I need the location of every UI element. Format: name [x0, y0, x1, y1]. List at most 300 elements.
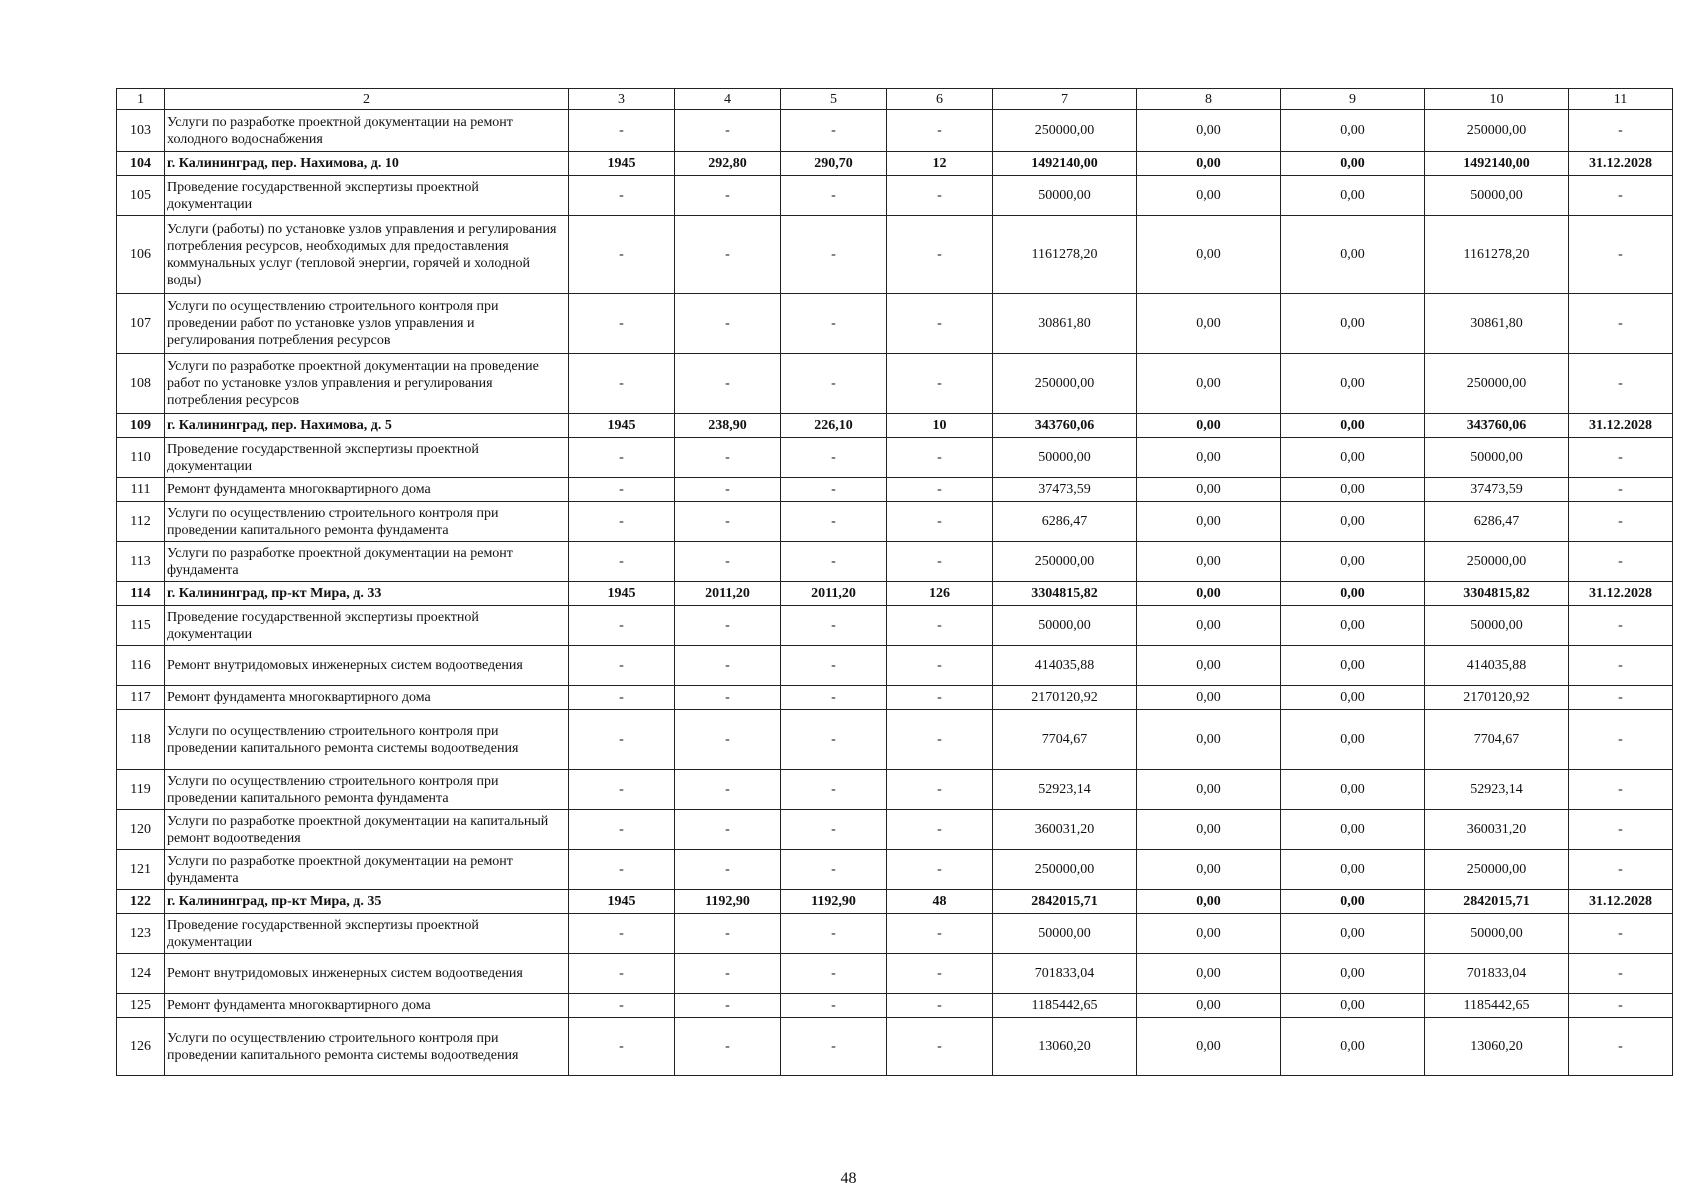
total-area-cell: -	[675, 710, 781, 770]
residents-cell: -	[887, 914, 993, 954]
living-area-cell: 290,70	[781, 152, 887, 176]
residents-cell: 126	[887, 582, 993, 606]
cost-other-cell: 0,00	[1281, 954, 1425, 994]
description-cell: г. Калининград, пр-кт Мира, д. 33	[165, 582, 569, 606]
total-cost-cell: 6286,47	[993, 502, 1137, 542]
total-area-cell: -	[675, 502, 781, 542]
address-row	[117, 414, 1673, 438]
total-cost-cell: 52923,14	[993, 770, 1137, 810]
column-number: 6	[887, 89, 993, 110]
living-area-cell: -	[781, 770, 887, 810]
residents-cell: 10	[887, 414, 993, 438]
cost-other-cell: 0,00	[1281, 176, 1425, 216]
description-cell: г. Калининград, пер. Нахимова, д. 10	[165, 152, 569, 176]
total-cost-cell: 37473,59	[993, 478, 1137, 502]
work-item-row	[117, 176, 1673, 216]
total-area-cell: -	[675, 606, 781, 646]
column-number-row	[117, 89, 1673, 110]
row-number-cell: 124	[117, 954, 165, 994]
work-item-row	[117, 914, 1673, 954]
total-area-cell: -	[675, 994, 781, 1018]
build-year-cell: -	[569, 914, 675, 954]
cost-fund-cell: 0,00	[1137, 954, 1281, 994]
completion-date-cell: -	[1569, 710, 1673, 770]
completion-date-cell: -	[1569, 354, 1673, 414]
completion-date-cell: -	[1569, 542, 1673, 582]
residents-cell: -	[887, 502, 993, 542]
column-number: 8	[1137, 89, 1281, 110]
cost-fund-cell: 0,00	[1137, 414, 1281, 438]
total-cost-cell: 13060,20	[993, 1018, 1137, 1076]
completion-date-cell: -	[1569, 606, 1673, 646]
cost-owners-cell: 13060,20	[1425, 1018, 1569, 1076]
living-area-cell: -	[781, 686, 887, 710]
work-item-row	[117, 850, 1673, 890]
cost-other-cell: 0,00	[1281, 582, 1425, 606]
work-item-row	[117, 110, 1673, 152]
living-area-cell: -	[781, 1018, 887, 1076]
cost-owners-cell: 37473,59	[1425, 478, 1569, 502]
description-cell: Услуги по осуществлению строительного контроля при проведении капитального ремонта фундамента	[165, 770, 569, 810]
cost-fund-cell: 0,00	[1137, 646, 1281, 686]
total-area-cell: 292,80	[675, 152, 781, 176]
completion-date-cell: 31.12.2028	[1569, 890, 1673, 914]
description-cell: Услуги по разработке проектной документации на ремонт фундамента	[165, 850, 569, 890]
living-area-cell: -	[781, 710, 887, 770]
build-year-cell: -	[569, 770, 675, 810]
cost-other-cell: 0,00	[1281, 850, 1425, 890]
description-cell: Проведение государственной экспертизы проектной документации	[165, 438, 569, 478]
total-area-cell: -	[675, 216, 781, 294]
total-cost-cell: 2170120,92	[993, 686, 1137, 710]
work-item-row	[117, 354, 1673, 414]
description-cell: Проведение государственной экспертизы проектной документации	[165, 176, 569, 216]
cost-other-cell: 0,00	[1281, 294, 1425, 354]
cost-fund-cell: 0,00	[1137, 914, 1281, 954]
cost-owners-cell: 2170120,92	[1425, 686, 1569, 710]
cost-owners-cell: 250000,00	[1425, 850, 1569, 890]
table-body	[117, 89, 1673, 1076]
cost-other-cell: 0,00	[1281, 1018, 1425, 1076]
work-item-row	[117, 502, 1673, 542]
cost-fund-cell: 0,00	[1137, 582, 1281, 606]
work-item-row	[117, 994, 1673, 1018]
build-year-cell: -	[569, 216, 675, 294]
completion-date-cell: -	[1569, 176, 1673, 216]
completion-date-cell: -	[1569, 478, 1673, 502]
column-number: 11	[1569, 89, 1673, 110]
residents-cell: -	[887, 438, 993, 478]
completion-date-cell: -	[1569, 954, 1673, 994]
description-cell: Ремонт внутридомовых инженерных систем водоотведения	[165, 954, 569, 994]
row-number-cell: 106	[117, 216, 165, 294]
repair-schedule-table	[116, 88, 1673, 1076]
cost-other-cell: 0,00	[1281, 152, 1425, 176]
column-number: 3	[569, 89, 675, 110]
description-cell: Ремонт фундамента многоквартирного дома	[165, 478, 569, 502]
cost-fund-cell: 0,00	[1137, 176, 1281, 216]
build-year-cell: -	[569, 686, 675, 710]
living-area-cell: -	[781, 502, 887, 542]
living-area-cell: 2011,20	[781, 582, 887, 606]
row-number-cell: 123	[117, 914, 165, 954]
total-area-cell: -	[675, 176, 781, 216]
total-area-cell: -	[675, 294, 781, 354]
cost-fund-cell: 0,00	[1137, 770, 1281, 810]
cost-other-cell: 0,00	[1281, 646, 1425, 686]
total-area-cell: 1192,90	[675, 890, 781, 914]
living-area-cell: -	[781, 994, 887, 1018]
cost-other-cell: 0,00	[1281, 914, 1425, 954]
residents-cell: 12	[887, 152, 993, 176]
row-number-cell: 120	[117, 810, 165, 850]
residents-cell: -	[887, 606, 993, 646]
build-year-cell: 1945	[569, 890, 675, 914]
build-year-cell: -	[569, 646, 675, 686]
row-number-cell: 114	[117, 582, 165, 606]
row-number-cell: 125	[117, 994, 165, 1018]
residents-cell: -	[887, 354, 993, 414]
total-area-cell: 238,90	[675, 414, 781, 438]
row-number-cell: 104	[117, 152, 165, 176]
completion-date-cell: -	[1569, 646, 1673, 686]
total-area-cell: -	[675, 770, 781, 810]
residents-cell: 48	[887, 890, 993, 914]
completion-date-cell: -	[1569, 1018, 1673, 1076]
total-area-cell: -	[675, 954, 781, 994]
work-item-row	[117, 542, 1673, 582]
cost-other-cell: 0,00	[1281, 216, 1425, 294]
living-area-cell: 226,10	[781, 414, 887, 438]
row-number-cell: 116	[117, 646, 165, 686]
description-cell: Услуги по осуществлению строительного контроля при проведении капитального ремонта системы водоотведения	[165, 1018, 569, 1076]
description-cell: г. Калининград, пр-кт Мира, д. 35	[165, 890, 569, 914]
total-cost-cell: 250000,00	[993, 542, 1137, 582]
row-number-cell: 117	[117, 686, 165, 710]
cost-owners-cell: 1185442,65	[1425, 994, 1569, 1018]
total-area-cell: -	[675, 646, 781, 686]
completion-date-cell: -	[1569, 294, 1673, 354]
cost-fund-cell: 0,00	[1137, 810, 1281, 850]
total-area-cell: -	[675, 914, 781, 954]
residents-cell: -	[887, 216, 993, 294]
completion-date-cell: -	[1569, 770, 1673, 810]
cost-owners-cell: 7704,67	[1425, 710, 1569, 770]
living-area-cell: -	[781, 110, 887, 152]
description-cell: Услуги по осуществлению строительного контроля при проведении работ по установке узлов управления и регулирования потребления ресурсов	[165, 294, 569, 354]
cost-fund-cell: 0,00	[1137, 438, 1281, 478]
total-cost-cell: 250000,00	[993, 354, 1137, 414]
living-area-cell: -	[781, 954, 887, 994]
residents-cell: -	[887, 542, 993, 582]
cost-other-cell: 0,00	[1281, 890, 1425, 914]
cost-other-cell: 0,00	[1281, 414, 1425, 438]
column-number: 7	[993, 89, 1137, 110]
row-number-cell: 110	[117, 438, 165, 478]
total-area-cell: -	[675, 686, 781, 710]
residents-cell: -	[887, 686, 993, 710]
total-cost-cell: 2842015,71	[993, 890, 1137, 914]
living-area-cell: -	[781, 354, 887, 414]
work-item-row	[117, 1018, 1673, 1076]
description-cell: Услуги по разработке проектной документации на проведение работ по установке узлов управления и регулирования потребления ресурсов	[165, 354, 569, 414]
work-item-row	[117, 686, 1673, 710]
build-year-cell: -	[569, 810, 675, 850]
residents-cell: -	[887, 954, 993, 994]
total-cost-cell: 3304815,82	[993, 582, 1137, 606]
row-number-cell: 108	[117, 354, 165, 414]
living-area-cell: 1192,90	[781, 890, 887, 914]
cost-fund-cell: 0,00	[1137, 294, 1281, 354]
description-cell: Услуги по разработке проектной документации на ремонт фундамента	[165, 542, 569, 582]
column-number: 2	[165, 89, 569, 110]
cost-other-cell: 0,00	[1281, 606, 1425, 646]
cost-owners-cell: 50000,00	[1425, 914, 1569, 954]
cost-other-cell: 0,00	[1281, 438, 1425, 478]
total-cost-cell: 250000,00	[993, 110, 1137, 152]
cost-fund-cell: 0,00	[1137, 478, 1281, 502]
column-number: 9	[1281, 89, 1425, 110]
living-area-cell: -	[781, 810, 887, 850]
total-cost-cell: 7704,67	[993, 710, 1137, 770]
total-cost-cell: 343760,06	[993, 414, 1137, 438]
row-number-cell: 111	[117, 478, 165, 502]
cost-fund-cell: 0,00	[1137, 994, 1281, 1018]
description-cell: Услуги по осуществлению строительного контроля при проведении капитального ремонта фундамента	[165, 502, 569, 542]
living-area-cell: -	[781, 914, 887, 954]
row-number-cell: 103	[117, 110, 165, 152]
description-cell: Ремонт фундамента многоквартирного дома	[165, 994, 569, 1018]
completion-date-cell: -	[1569, 438, 1673, 478]
total-cost-cell: 50000,00	[993, 914, 1137, 954]
completion-date-cell: 31.12.2028	[1569, 414, 1673, 438]
description-cell: Проведение государственной экспертизы проектной документации	[165, 914, 569, 954]
cost-fund-cell: 0,00	[1137, 890, 1281, 914]
build-year-cell: -	[569, 176, 675, 216]
completion-date-cell: -	[1569, 914, 1673, 954]
cost-fund-cell: 0,00	[1137, 216, 1281, 294]
total-area-cell: 2011,20	[675, 582, 781, 606]
total-cost-cell: 701833,04	[993, 954, 1137, 994]
completion-date-cell: -	[1569, 810, 1673, 850]
work-item-row	[117, 954, 1673, 994]
build-year-cell: -	[569, 994, 675, 1018]
cost-owners-cell: 1492140,00	[1425, 152, 1569, 176]
living-area-cell: -	[781, 478, 887, 502]
row-number-cell: 109	[117, 414, 165, 438]
column-number: 1	[117, 89, 165, 110]
description-cell: Проведение государственной экспертизы проектной документации	[165, 606, 569, 646]
work-item-row	[117, 606, 1673, 646]
row-number-cell: 119	[117, 770, 165, 810]
build-year-cell: 1945	[569, 414, 675, 438]
cost-other-cell: 0,00	[1281, 478, 1425, 502]
cost-owners-cell: 30861,80	[1425, 294, 1569, 354]
row-number-cell: 115	[117, 606, 165, 646]
build-year-cell: -	[569, 542, 675, 582]
cost-owners-cell: 360031,20	[1425, 810, 1569, 850]
cost-owners-cell: 6286,47	[1425, 502, 1569, 542]
build-year-cell: -	[569, 954, 675, 994]
description-cell: Ремонт фундамента многоквартирного дома	[165, 686, 569, 710]
living-area-cell: -	[781, 438, 887, 478]
living-area-cell: -	[781, 646, 887, 686]
total-area-cell: -	[675, 438, 781, 478]
cost-owners-cell: 250000,00	[1425, 110, 1569, 152]
cost-other-cell: 0,00	[1281, 770, 1425, 810]
residents-cell: -	[887, 994, 993, 1018]
cost-other-cell: 0,00	[1281, 710, 1425, 770]
living-area-cell: -	[781, 542, 887, 582]
total-cost-cell: 1492140,00	[993, 152, 1137, 176]
residents-cell: -	[887, 176, 993, 216]
row-number-cell: 113	[117, 542, 165, 582]
completion-date-cell: -	[1569, 216, 1673, 294]
cost-fund-cell: 0,00	[1137, 850, 1281, 890]
cost-other-cell: 0,00	[1281, 110, 1425, 152]
cost-owners-cell: 52923,14	[1425, 770, 1569, 810]
cost-fund-cell: 0,00	[1137, 686, 1281, 710]
build-year-cell: 1945	[569, 582, 675, 606]
cost-fund-cell: 0,00	[1137, 1018, 1281, 1076]
total-area-cell: -	[675, 478, 781, 502]
row-number-cell: 105	[117, 176, 165, 216]
build-year-cell: -	[569, 110, 675, 152]
total-cost-cell: 50000,00	[993, 606, 1137, 646]
completion-date-cell: -	[1569, 850, 1673, 890]
cost-other-cell: 0,00	[1281, 354, 1425, 414]
living-area-cell: -	[781, 606, 887, 646]
residents-cell: -	[887, 850, 993, 890]
build-year-cell: -	[569, 502, 675, 542]
cost-owners-cell: 50000,00	[1425, 176, 1569, 216]
cost-owners-cell: 250000,00	[1425, 354, 1569, 414]
cost-owners-cell: 701833,04	[1425, 954, 1569, 994]
total-cost-cell: 1161278,20	[993, 216, 1137, 294]
build-year-cell: -	[569, 606, 675, 646]
cost-owners-cell: 414035,88	[1425, 646, 1569, 686]
cost-owners-cell: 1161278,20	[1425, 216, 1569, 294]
completion-date-cell: 31.12.2028	[1569, 582, 1673, 606]
living-area-cell: -	[781, 216, 887, 294]
row-number-cell: 126	[117, 1018, 165, 1076]
total-cost-cell: 414035,88	[993, 646, 1137, 686]
cost-owners-cell: 2842015,71	[1425, 890, 1569, 914]
total-cost-cell: 360031,20	[993, 810, 1137, 850]
total-area-cell: -	[675, 542, 781, 582]
cost-fund-cell: 0,00	[1137, 354, 1281, 414]
cost-other-cell: 0,00	[1281, 810, 1425, 850]
description-cell: Услуги по разработке проектной документации на капитальный ремонт водоотведения	[165, 810, 569, 850]
residents-cell: -	[887, 710, 993, 770]
cost-owners-cell: 343760,06	[1425, 414, 1569, 438]
total-cost-cell: 30861,80	[993, 294, 1137, 354]
total-cost-cell: 50000,00	[993, 176, 1137, 216]
build-year-cell: -	[569, 850, 675, 890]
column-number: 5	[781, 89, 887, 110]
row-number-cell: 118	[117, 710, 165, 770]
total-cost-cell: 1185442,65	[993, 994, 1137, 1018]
cost-fund-cell: 0,00	[1137, 110, 1281, 152]
build-year-cell: -	[569, 294, 675, 354]
completion-date-cell: -	[1569, 686, 1673, 710]
cost-fund-cell: 0,00	[1137, 710, 1281, 770]
residents-cell: -	[887, 646, 993, 686]
work-item-row	[117, 438, 1673, 478]
living-area-cell: -	[781, 294, 887, 354]
completion-date-cell: -	[1569, 110, 1673, 152]
completion-date-cell: -	[1569, 502, 1673, 542]
total-area-cell: -	[675, 354, 781, 414]
description-cell: Ремонт внутридомовых инженерных систем водоотведения	[165, 646, 569, 686]
living-area-cell: -	[781, 176, 887, 216]
build-year-cell: -	[569, 710, 675, 770]
cost-fund-cell: 0,00	[1137, 542, 1281, 582]
description-cell: Услуги по осуществлению строительного контроля при проведении капитального ремонта системы водоотведения	[165, 710, 569, 770]
work-item-row	[117, 770, 1673, 810]
total-area-cell: -	[675, 850, 781, 890]
residents-cell: -	[887, 478, 993, 502]
total-area-cell: -	[675, 810, 781, 850]
column-number: 4	[675, 89, 781, 110]
build-year-cell: 1945	[569, 152, 675, 176]
cost-owners-cell: 250000,00	[1425, 542, 1569, 582]
residents-cell: -	[887, 294, 993, 354]
address-row	[117, 152, 1673, 176]
cost-owners-cell: 50000,00	[1425, 606, 1569, 646]
work-item-row	[117, 294, 1673, 354]
description-cell: Услуги по разработке проектной документации на ремонт холодного водоснабжения	[165, 110, 569, 152]
total-area-cell: -	[675, 110, 781, 152]
description-cell: Услуги (работы) по установке узлов управления и регулирования потребления ресурсов, необходимых для предоставления коммунальных услуг (тепловой энергии, горячей и холодной воды)	[165, 216, 569, 294]
row-number-cell: 112	[117, 502, 165, 542]
total-cost-cell: 50000,00	[993, 438, 1137, 478]
residents-cell: -	[887, 810, 993, 850]
build-year-cell: -	[569, 438, 675, 478]
work-item-row	[117, 710, 1673, 770]
cost-owners-cell: 3304815,82	[1425, 582, 1569, 606]
column-number: 10	[1425, 89, 1569, 110]
cost-other-cell: 0,00	[1281, 542, 1425, 582]
completion-date-cell: 31.12.2028	[1569, 152, 1673, 176]
row-number-cell: 122	[117, 890, 165, 914]
completion-date-cell: -	[1569, 994, 1673, 1018]
total-area-cell: -	[675, 1018, 781, 1076]
description-cell: г. Калининград, пер. Нахимова, д. 5	[165, 414, 569, 438]
residents-cell: -	[887, 1018, 993, 1076]
cost-other-cell: 0,00	[1281, 994, 1425, 1018]
work-item-row	[117, 810, 1673, 850]
build-year-cell: -	[569, 354, 675, 414]
residents-cell: -	[887, 110, 993, 152]
cost-fund-cell: 0,00	[1137, 502, 1281, 542]
address-row	[117, 890, 1673, 914]
cost-fund-cell: 0,00	[1137, 152, 1281, 176]
work-item-row	[117, 478, 1673, 502]
total-cost-cell: 250000,00	[993, 850, 1137, 890]
build-year-cell: -	[569, 1018, 675, 1076]
cost-other-cell: 0,00	[1281, 686, 1425, 710]
cost-fund-cell: 0,00	[1137, 606, 1281, 646]
page-number: 48	[840, 1170, 857, 1187]
address-row	[117, 582, 1673, 606]
cost-owners-cell: 50000,00	[1425, 438, 1569, 478]
work-item-row	[117, 216, 1673, 294]
row-number-cell: 107	[117, 294, 165, 354]
cost-other-cell: 0,00	[1281, 502, 1425, 542]
build-year-cell: -	[569, 478, 675, 502]
residents-cell: -	[887, 770, 993, 810]
